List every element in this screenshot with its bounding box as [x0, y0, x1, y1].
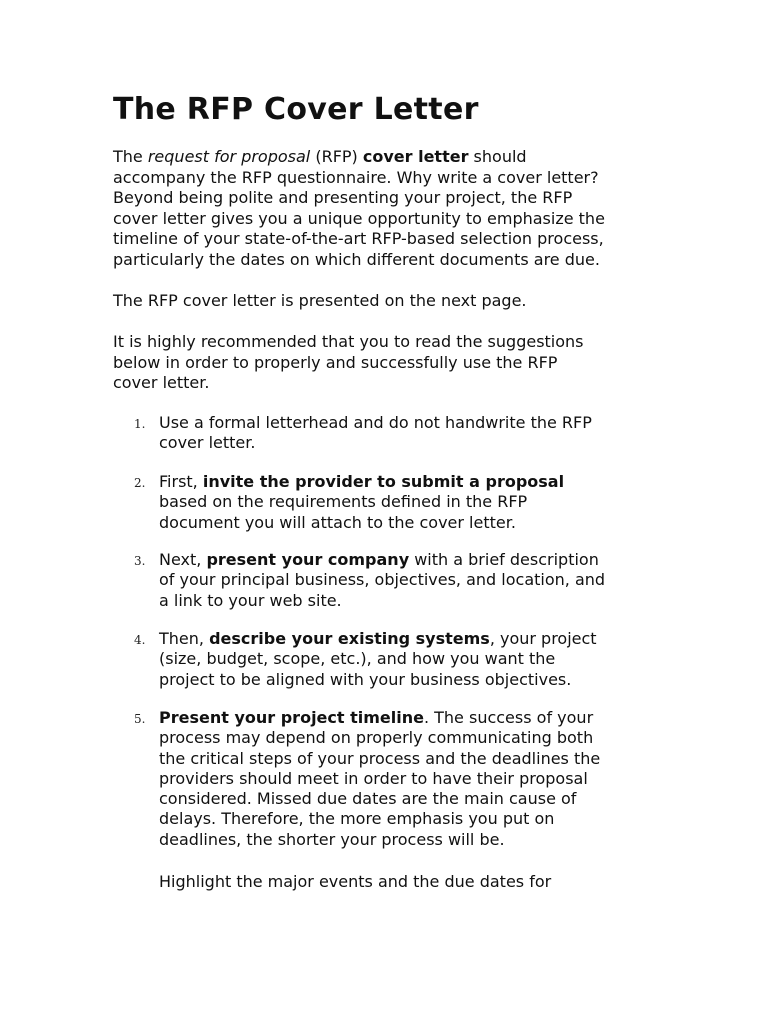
list-item-line	[159, 708, 679, 728]
list-item-line	[159, 550, 679, 570]
emphasis-text: Present your project timeline	[159, 708, 424, 727]
list-item-line: cover letter.	[159, 433, 256, 453]
text-run: , your project	[489, 629, 597, 648]
term-cover-letter: cover letter	[362, 147, 469, 166]
list-item-line: considered. Missed due dates are the main cause of	[159, 789, 577, 809]
list-item-line: a link to your web site.	[159, 590, 342, 610]
list-item-line: document you will attach to the cover letter.	[159, 512, 516, 532]
text-run: . The success of your	[423, 708, 594, 727]
emphasis-text: invite the provider to submit a proposal	[202, 472, 565, 491]
intro-line-4: cover letter gives you a unique opportunity to emphasize the	[113, 208, 605, 228]
text-run: with a brief description	[409, 550, 599, 569]
text-run: Next,	[159, 550, 207, 569]
list-item-number: 5.	[134, 712, 146, 726]
text-run: should	[468, 147, 527, 166]
list-item-line: Use a formal letterhead and do not handwrite the RFP	[159, 413, 592, 432]
recommend-line-3: cover letter.	[113, 373, 210, 392]
list-item-number: 4.	[134, 633, 146, 647]
intro-line-6: particularly the dates on which different documents are due.	[113, 249, 600, 269]
list-item-text	[159, 472, 679, 533]
list-item-line: the critical steps of your process and the deadlines the	[159, 748, 601, 768]
recommend-line-2: below in order to properly and successfully use the RFP	[113, 352, 558, 372]
text-run: Then,	[159, 629, 210, 648]
trailing-paragraph: Highlight the major events and the due dates for	[159, 872, 552, 891]
text-run: The	[113, 147, 148, 166]
text-run: (RFP)	[310, 147, 363, 166]
next-page-note	[113, 291, 673, 312]
term-request-for-proposal: request for proposal	[147, 147, 311, 166]
list-item-line: project to be aligned with your business objectives.	[159, 669, 572, 689]
list-item-number: 1.	[134, 417, 146, 431]
list-item-line: process may depend on properly communicating both	[159, 728, 594, 748]
intro-line-5: timeline of your state-of-the-art RFP-based selection process,	[113, 229, 604, 248]
list-item-line: deadlines, the shorter your process will be.	[159, 829, 505, 849]
emphasis-text: present your company	[206, 550, 410, 569]
document-title: The RFP Cover Letter	[113, 92, 479, 127]
list-item-text	[159, 413, 679, 454]
intro-line-3: Beyond being polite and presenting your project, the RFP	[113, 188, 573, 207]
intro-line-2: accompany the RFP questionnaire. Why write a cover letter?	[113, 167, 599, 187]
list-item-line	[159, 472, 679, 492]
list-item-number: 3.	[134, 554, 146, 568]
list-item-line: delays. Therefore, the more emphasis you put on	[159, 809, 555, 829]
recommend-paragraph	[113, 332, 673, 394]
next-page-note-text: The RFP cover letter is presented on the next page.	[113, 291, 527, 310]
emphasis-text: describe your existing systems	[209, 629, 490, 648]
list-item-line: of your principal business, objectives, and location, and	[159, 570, 606, 590]
list-item-line	[159, 629, 679, 649]
intro-line-1	[113, 147, 673, 168]
list-item-number: 2.	[134, 476, 146, 490]
list-item-line: providers should meet in order to have their proposal	[159, 768, 588, 788]
recommend-line-1: It is highly recommended that you to read the suggestions	[113, 332, 584, 351]
list-item-text	[159, 550, 679, 611]
intro-paragraph	[113, 147, 673, 270]
list-item-text	[159, 629, 679, 690]
list-item-line: based on the requirements defined in the RFP	[159, 492, 528, 512]
text-run: First,	[159, 472, 203, 491]
list-item-line: (size, budget, scope, etc.), and how you want the	[159, 649, 556, 669]
list-item-text	[159, 708, 679, 850]
